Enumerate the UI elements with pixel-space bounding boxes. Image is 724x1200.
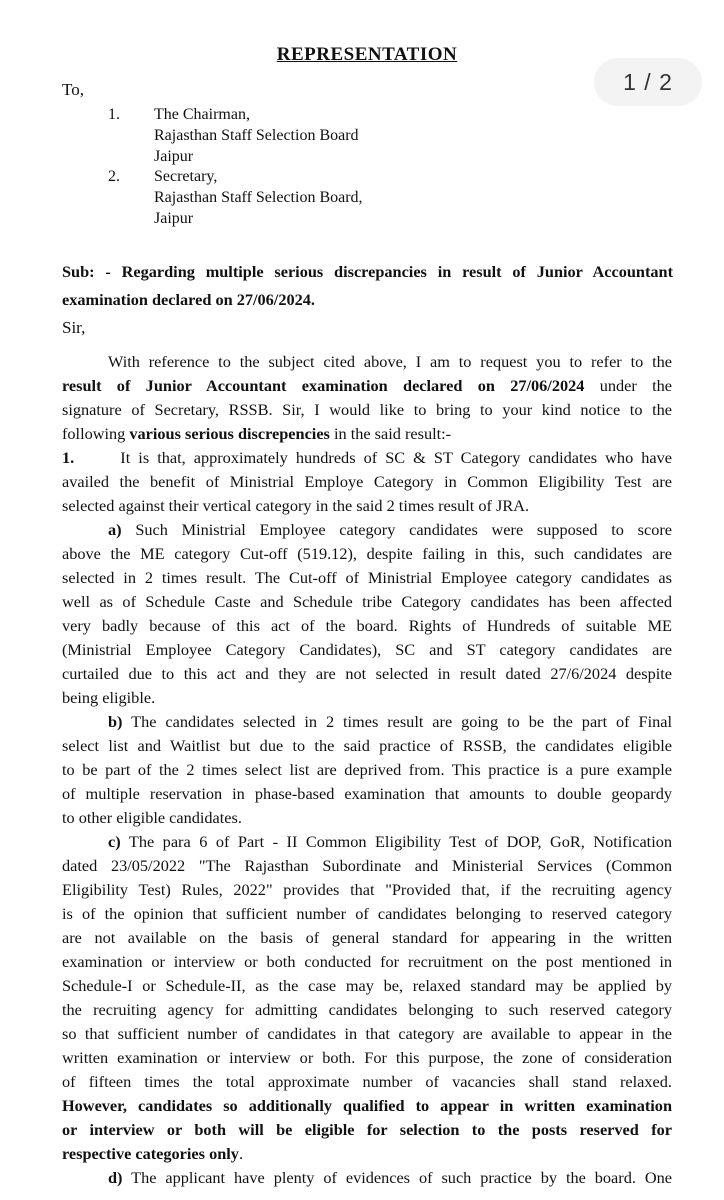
text-line: very badly because of this act of the board. Rights of Hundreds of suitable ME (62, 616, 672, 635)
subject-line: examination declared on 27/06/2024. (62, 290, 315, 309)
text-line: signature of Secretary, RSSB. Sir, I would like to bring to your kind notice to the (62, 400, 672, 419)
text-line (62, 710, 672, 734)
text-line: is of the opinion that sufficient number of candidates belonging to reserved category (62, 904, 672, 923)
sub-point-label: b) (108, 712, 123, 731)
text-line (62, 1166, 672, 1190)
sub-point-c (62, 830, 672, 1166)
addressee-line: Jaipur (154, 148, 194, 165)
text-line: or interview or both will be eligible for selection to the posts reserved for (62, 1120, 672, 1139)
text-run: Such Ministrial Employee category candidates were supposed to score (135, 520, 673, 539)
addressee-number: 2. (108, 168, 120, 185)
addressee-line: Secretary, (154, 168, 218, 185)
text-line: to other eligible candidates. (62, 808, 242, 827)
text-line: Schedule-I or Schedule-II, as the case may be, relaxed standard may be applied by (62, 976, 672, 995)
text-line: curtailed due to this act and they are not selected in result dated 27/6/2024 despite (62, 664, 672, 683)
point-number: 1. (62, 448, 75, 467)
intro-paragraph (62, 350, 672, 446)
text-line: select list and Waitlist but due to the said practice of RSSB, the candidates eligible (62, 736, 672, 755)
text-line: of multiple reservation in phase-based examination that amounts to double geopardy (62, 784, 672, 803)
subject-line: Sub: - Regarding multiple serious discrepancies in result of Junior Accountant (62, 262, 673, 281)
salutation: Sir, (62, 318, 86, 337)
text-line (62, 446, 672, 470)
text-line: so that sufficient number of candidates in that category are available to appear in the (62, 1024, 672, 1043)
text-line: well as of Schedule Caste and Schedule tribe Category candidates has been affected (62, 592, 672, 611)
text-line: dated 23/05/2022 "The Rajasthan Subordinate and Ministerial Services (Common (62, 856, 672, 875)
text-line: written examination or interview or both. For this purpose, the zone of consideration (62, 1048, 672, 1067)
text-run: following (62, 424, 126, 443)
text-run: in the said result:- (333, 424, 452, 443)
text-run: The applicant have plenty of evidences of such practice by the board. One (131, 1168, 672, 1187)
point-1 (62, 446, 672, 518)
addressee-line: Rajasthan Staff Selection Board, (154, 189, 363, 206)
text-line: of fifteen times the total approximate number of vacancies shall stand relaxed. (62, 1072, 672, 1091)
text-run: It is that, approximately hundreds of SC & ST Category candidates who have (120, 448, 672, 467)
addressee-line: The Chairman, (154, 106, 250, 123)
text-line (62, 374, 672, 398)
bold-text: various serious discrepencies (129, 424, 330, 443)
text-line: availed the benefit of Ministrial Employe Category in Common Eligibility Test are (62, 472, 672, 491)
text-line: being eligible. (62, 688, 156, 707)
text-line: With reference to the subject cited above, I am to request you to refer to the (108, 352, 672, 371)
text-line: examination or interview or both conducted for recruitment on the post mentioned in (62, 952, 672, 971)
text-line: to be part of the 2 times select list are deprived from. This practice is a pure example (62, 760, 672, 779)
text-line (62, 518, 672, 542)
addressee-number: 1. (108, 106, 120, 123)
text-line (62, 422, 672, 446)
sub-point-label: c) (108, 832, 121, 851)
text-line (62, 830, 672, 854)
subject (62, 258, 673, 314)
text-line: selected against their vertical category in the said 2 times result of JRA. (62, 496, 530, 515)
bold-text: respective categories only (62, 1144, 239, 1163)
text-run: The para 6 of Part - II Common Eligibility Test of DOP, GoR, Notification (128, 832, 673, 851)
text-line: the recruiting agency for admitting candidates belonging to such reserved category (62, 1000, 672, 1019)
sub-point-label: a) (108, 520, 122, 539)
sub-point-d (62, 1166, 672, 1190)
text-line: above the ME category Cut-off (519.12), despite failing in this, such candidates are (62, 544, 672, 563)
text-run: . (238, 1144, 244, 1163)
document-title: REPRESENTATION (276, 44, 458, 65)
addressee-line: Rajasthan Staff Selection Board (154, 127, 359, 144)
text-line: are not available on the basis of general standard for appearing in the written (62, 928, 672, 947)
addressee-line: Jaipur (154, 210, 194, 227)
bold-text: result of Junior Accountant examination declared on 27/06/2024 (62, 376, 585, 395)
text-run: The candidates selected in 2 times result are going to be the part of Final (131, 712, 672, 731)
sub-point-b (62, 710, 672, 830)
text-run: under the (599, 376, 673, 395)
sub-point-label: d) (108, 1168, 123, 1187)
sub-point-a (62, 518, 672, 710)
text-line: selected in 2 times result. The Cut-off of Ministrial Employee category candidates as (62, 568, 672, 587)
text-line: Eligibility Test) Rules, 2022" provides that "Provided that, if the recruiting agency (62, 880, 672, 899)
text-line (62, 1142, 672, 1166)
to-label: To, (62, 80, 84, 99)
page-indicator: 1 / 2 (594, 58, 702, 106)
text-line: (Ministrial Employee Category Candidates), SC and ST category candidates are (62, 640, 672, 659)
text-line: However, candidates so additionally qualified to appear in written examination (62, 1096, 672, 1115)
